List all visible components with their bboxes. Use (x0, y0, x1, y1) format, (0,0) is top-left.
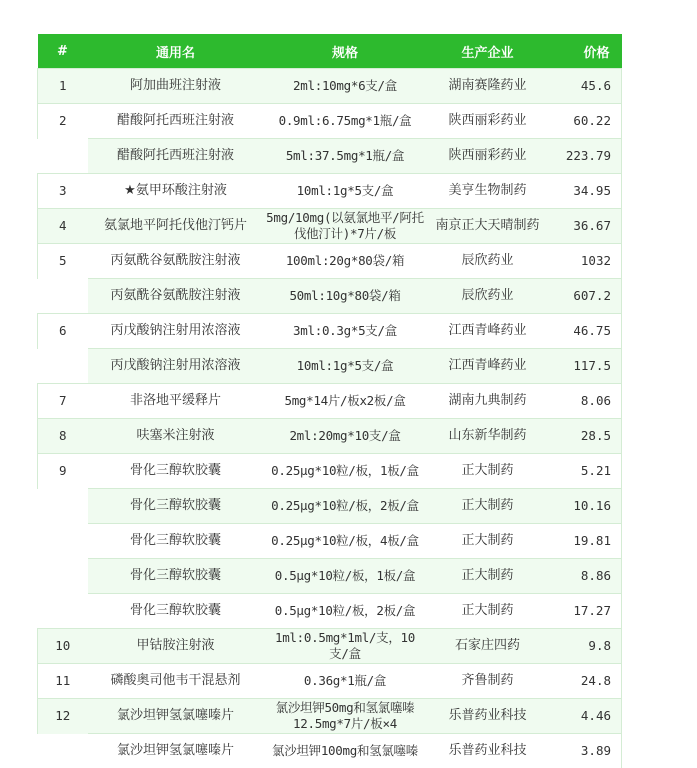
drug-price: 45.6 (549, 69, 622, 104)
drug-company: 湖南赛隆药业 (427, 69, 549, 104)
drug-company: 正大制药 (427, 489, 549, 524)
table-row (38, 559, 622, 594)
drug-spec: 1ml:0.5mg*1ml/支，10支/盒 (264, 629, 427, 664)
drug-spec: 5mg*14片/板x2板/盒 (264, 384, 427, 419)
drug-company: 湖南九典制药 (427, 384, 549, 419)
drug-spec: 10ml:1g*5支/盒 (264, 174, 427, 209)
drug-name: 骨化三醇软胶囊 (88, 559, 264, 594)
table-row (38, 104, 622, 139)
row-index (38, 279, 88, 314)
drug-price: 28.5 (549, 419, 622, 454)
drug-spec: 100ml:20g*80袋/箱 (264, 244, 427, 279)
drug-company: 正大制药 (427, 454, 549, 489)
drug-price: 1032 (549, 244, 622, 279)
table-row (38, 699, 622, 734)
drug-price: 223.79 (549, 139, 622, 174)
drug-spec: 2ml:10mg*6支/盒 (264, 69, 427, 104)
drug-name: 骨化三醇软胶囊 (88, 524, 264, 559)
table-row (38, 524, 622, 559)
drug-company: 正大制药 (427, 594, 549, 629)
drug-name: 丙氨酰谷氨酰胺注射液 (88, 244, 264, 279)
drug-company: 辰欣药业 (427, 279, 549, 314)
table-row (38, 349, 622, 384)
drug-spec: 2ml:20mg*10支/盒 (264, 419, 427, 454)
drug-spec: 0.25μg*10粒/板，1板/盒 (264, 454, 427, 489)
table-row (38, 244, 622, 279)
drug-spec: 0.25μg*10粒/板，4板/盒 (264, 524, 427, 559)
row-index: 8 (38, 419, 88, 454)
table-row (38, 629, 622, 664)
row-index: 4 (38, 209, 88, 244)
row-index (38, 489, 88, 524)
row-index: 5 (38, 244, 88, 279)
drug-company: 乐普药业科技 (427, 734, 549, 768)
drug-spec: 3ml:0.3g*5支/盒 (264, 314, 427, 349)
drug-name: 呋塞米注射液 (88, 419, 264, 454)
row-index (38, 559, 88, 594)
drug-spec: 0.36g*1瓶/盒 (264, 664, 427, 699)
drug-price: 34.95 (549, 174, 622, 209)
drug-price: 117.5 (549, 349, 622, 384)
table-header-row (38, 34, 622, 69)
table-row (38, 209, 622, 244)
drug-price-table-container (37, 34, 621, 768)
drug-price: 4.46 (549, 699, 622, 734)
drug-company: 乐普药业科技 (427, 699, 549, 734)
table-row (38, 664, 622, 699)
drug-name: 醋酸阿托西班注射液 (88, 104, 264, 139)
drug-spec: 氯沙坦钾50mg和氢氯噻嗪 12.5mg*7片/板×4 (264, 699, 427, 734)
row-index: 3 (38, 174, 88, 209)
drug-spec: 5ml:37.5mg*1瓶/盒 (264, 139, 427, 174)
drug-price: 8.06 (549, 384, 622, 419)
drug-price: 10.16 (549, 489, 622, 524)
table-row (38, 489, 622, 524)
row-index (38, 139, 88, 174)
drug-company: 山东新华制药 (427, 419, 549, 454)
drug-company: 江西青峰药业 (427, 349, 549, 384)
header-company: 生产企业 (427, 34, 549, 69)
drug-spec: 10ml:1g*5支/盒 (264, 349, 427, 384)
drug-price: 3.89 (549, 734, 622, 768)
header-spec: 规格 (264, 34, 427, 69)
drug-price: 19.81 (549, 524, 622, 559)
drug-company: 正大制药 (427, 559, 549, 594)
table-row (38, 174, 622, 209)
drug-name: 氨氯地平阿托伐他汀钙片 (88, 209, 264, 244)
drug-spec: 0.5μg*10粒/板，2板/盒 (264, 594, 427, 629)
row-index (38, 734, 88, 768)
drug-company: 石家庄四药 (427, 629, 549, 664)
drug-price: 9.8 (549, 629, 622, 664)
drug-price: 46.75 (549, 314, 622, 349)
drug-price: 17.27 (549, 594, 622, 629)
drug-price: 8.86 (549, 559, 622, 594)
drug-company: 陕西丽彩药业 (427, 104, 549, 139)
drug-company: 南京正大天晴制药 (427, 209, 549, 244)
row-index: 12 (38, 699, 88, 734)
drug-name: 甲钴胺注射液 (88, 629, 264, 664)
drug-name: 丙戊酸钠注射用浓溶液 (88, 314, 264, 349)
drug-name: 氯沙坦钾氢氯噻嗪片 (88, 734, 264, 768)
table-row (38, 594, 622, 629)
row-index (38, 594, 88, 629)
table-body (38, 69, 622, 768)
table-row (38, 279, 622, 314)
row-index: 7 (38, 384, 88, 419)
drug-name: 骨化三醇软胶囊 (88, 454, 264, 489)
drug-company: 陕西丽彩药业 (427, 139, 549, 174)
drug-spec: 50ml:10g*80袋/箱 (264, 279, 427, 314)
drug-spec: 5mg/10mg(以氨氯地平/阿托伐他汀计)*7片/板 (264, 209, 427, 244)
drug-name: 丙氨酰谷氨酰胺注射液 (88, 279, 264, 314)
drug-company: 正大制药 (427, 524, 549, 559)
drug-company: 齐鲁制药 (427, 664, 549, 699)
drug-price: 24.8 (549, 664, 622, 699)
header-name: 通用名 (88, 34, 264, 69)
drug-name: 骨化三醇软胶囊 (88, 489, 264, 524)
drug-company: 美亨生物制药 (427, 174, 549, 209)
table-row (38, 139, 622, 174)
table-row (38, 384, 622, 419)
drug-name: 醋酸阿托西班注射液 (88, 139, 264, 174)
drug-price: 5.21 (549, 454, 622, 489)
row-index: 6 (38, 314, 88, 349)
drug-spec: 0.25μg*10粒/板，2板/盒 (264, 489, 427, 524)
drug-name: 骨化三醇软胶囊 (88, 594, 264, 629)
drug-name: 磷酸奥司他韦干混悬剂 (88, 664, 264, 699)
drug-company: 辰欣药业 (427, 244, 549, 279)
drug-price: 607.2 (549, 279, 622, 314)
drug-company: 江西青峰药业 (427, 314, 549, 349)
row-index (38, 524, 88, 559)
row-index (38, 349, 88, 384)
drug-name: 阿加曲班注射液 (88, 69, 264, 104)
header-price: 价格 (549, 34, 622, 69)
header-index: # (38, 34, 88, 69)
drug-name: 非洛地平缓释片 (88, 384, 264, 419)
drug-name: 氯沙坦钾氢氯噻嗪片 (88, 699, 264, 734)
row-index: 9 (38, 454, 88, 489)
drug-price: 36.67 (549, 209, 622, 244)
drug-price-table (37, 34, 622, 768)
drug-name: ★氨甲环酸注射液 (88, 174, 264, 209)
table-row (38, 734, 622, 768)
row-index: 11 (38, 664, 88, 699)
table-row (38, 69, 622, 104)
drug-name: 丙戊酸钠注射用浓溶液 (88, 349, 264, 384)
drug-price: 60.22 (549, 104, 622, 139)
drug-spec: 0.9ml:6.75mg*1瓶/盒 (264, 104, 427, 139)
table-row (38, 314, 622, 349)
row-index: 10 (38, 629, 88, 664)
table-row (38, 419, 622, 454)
drug-spec: 氯沙坦钾100mg和氢氯噻嗪 (264, 734, 427, 768)
row-index: 1 (38, 69, 88, 104)
row-index: 2 (38, 104, 88, 139)
drug-spec: 0.5μg*10粒/板，1板/盒 (264, 559, 427, 594)
table-row (38, 454, 622, 489)
